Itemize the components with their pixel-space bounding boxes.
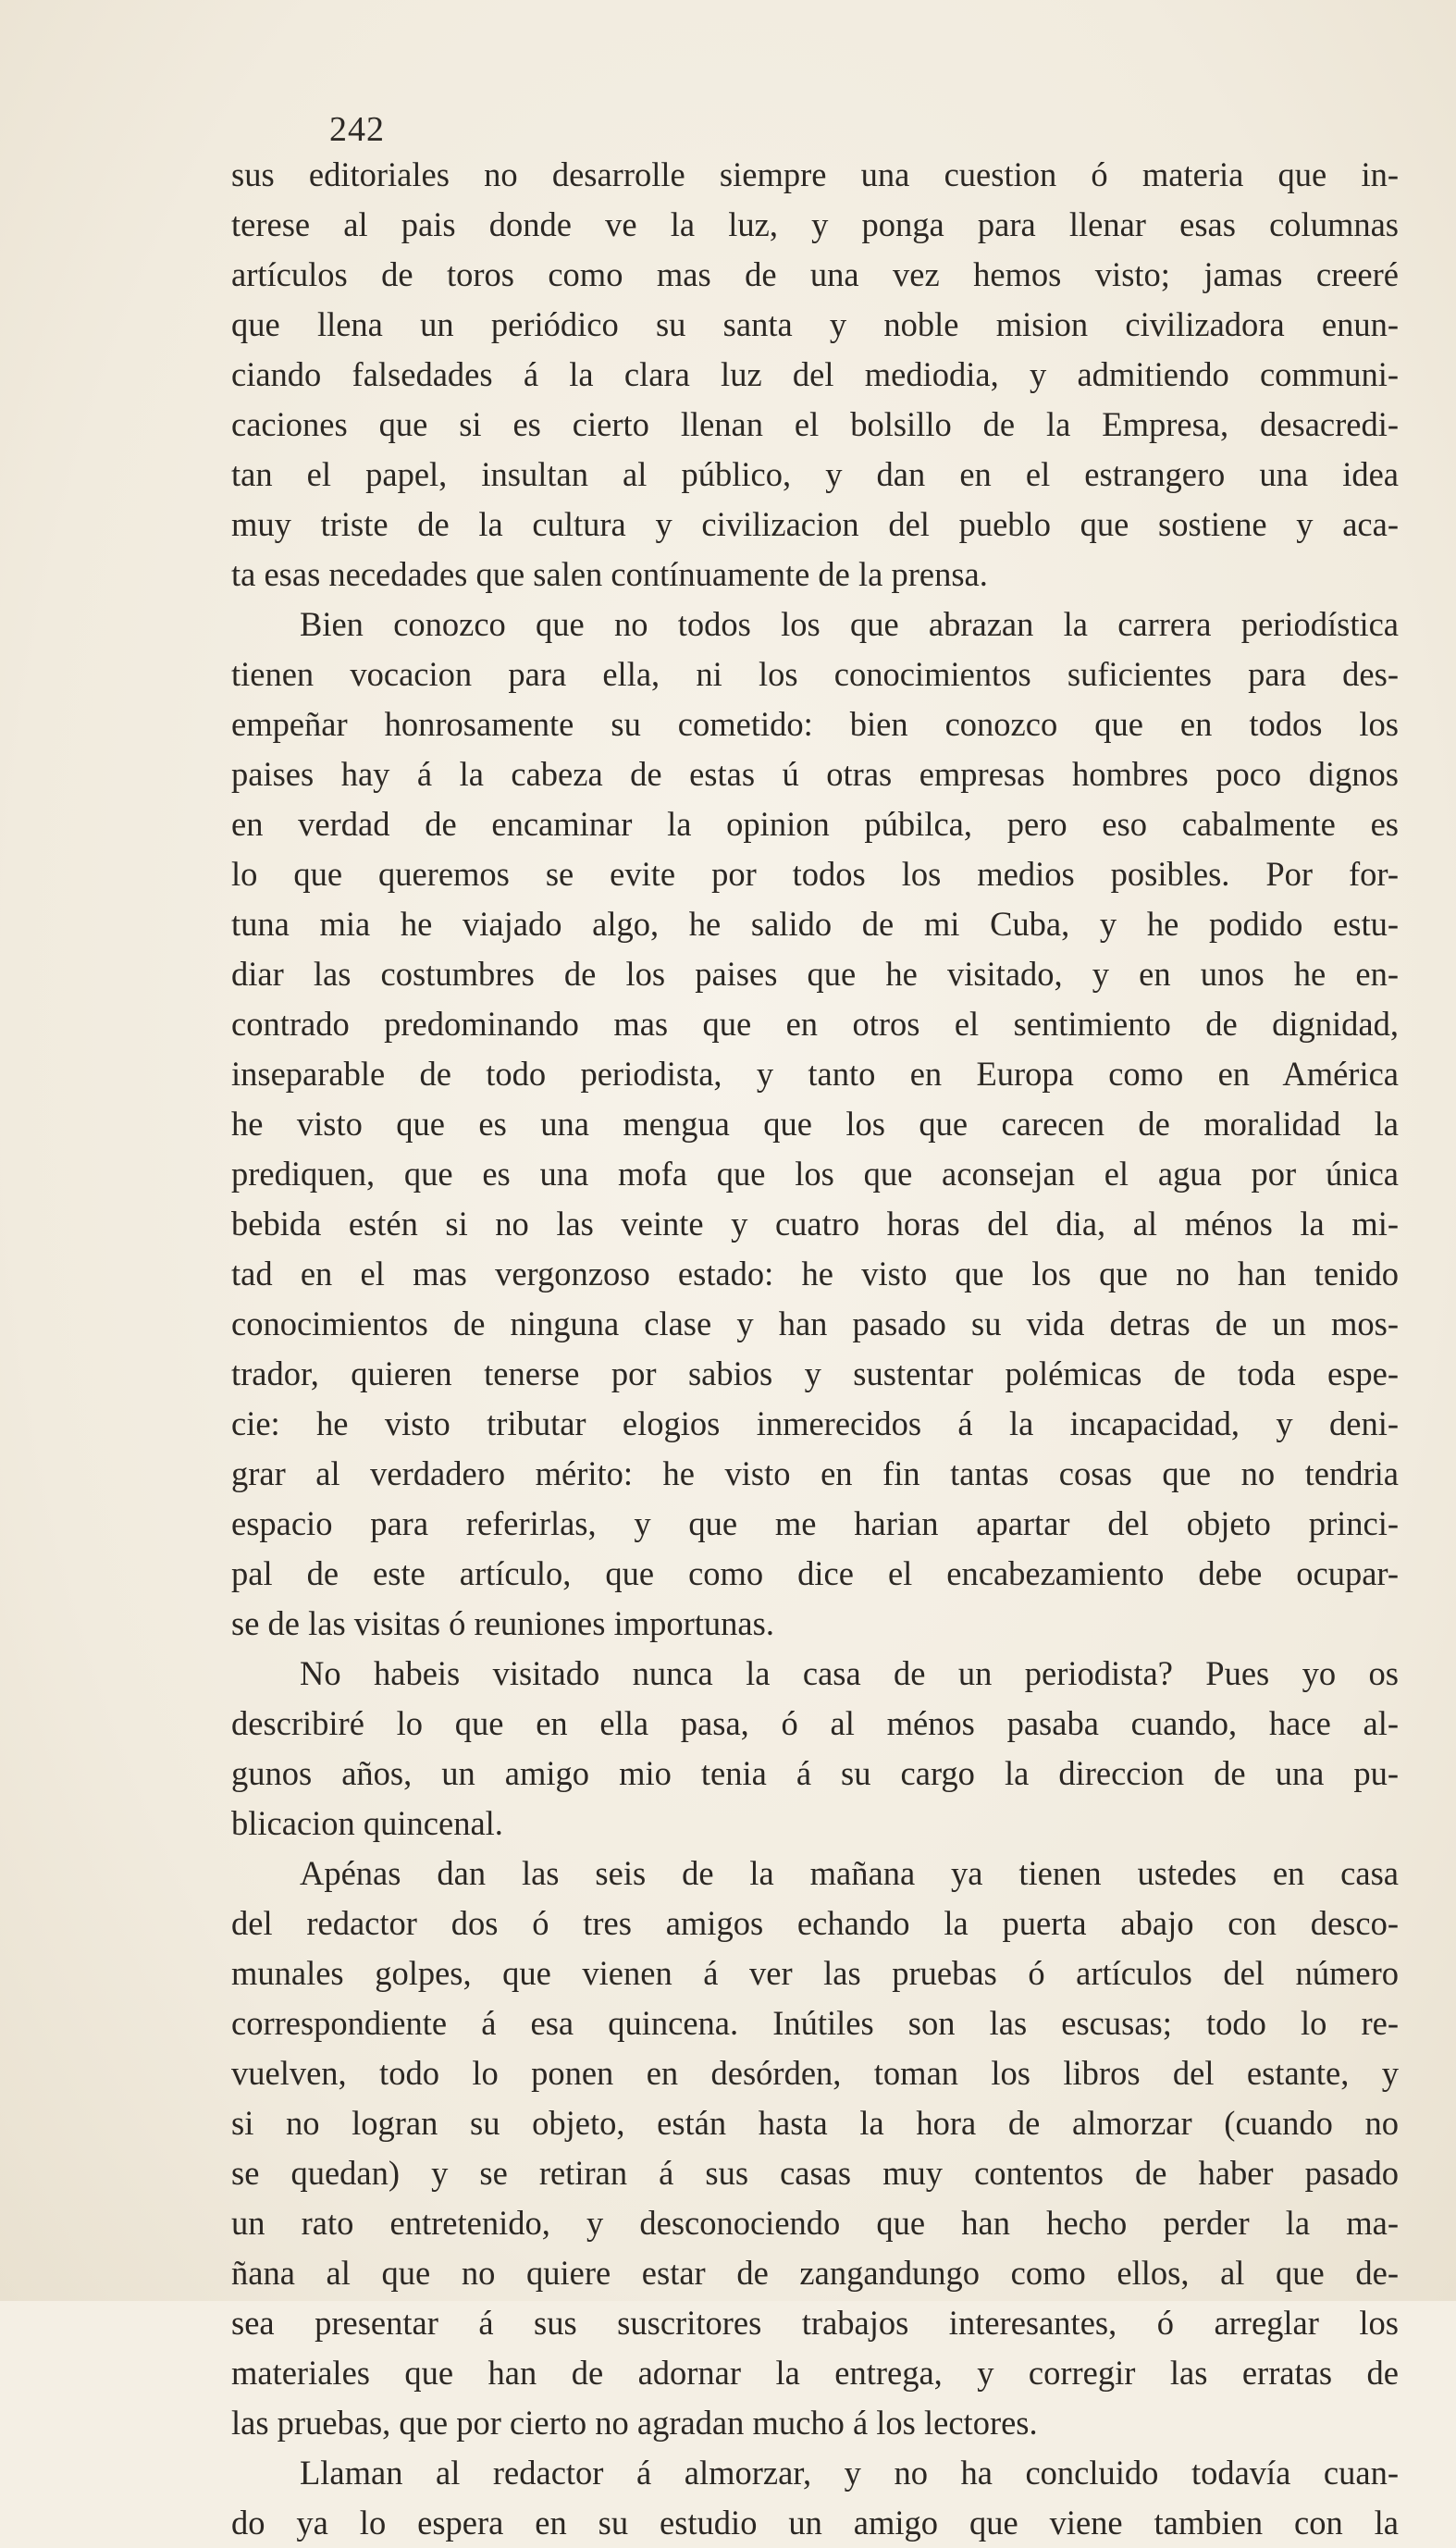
- text-line: diar las costumbres de los paises que he visitado, y en unos he en-: [231, 955, 1399, 993]
- text-line: No habeis visitado nunca la casa de un periodista? Pues yo os: [300, 1654, 1399, 1692]
- text-line: del redactor dos ó tres amigos echando la puerta abajo con desco-: [231, 1904, 1399, 1942]
- text-line: tad en el mas vergonzoso estado: he visto que los que no han tenido: [231, 1255, 1399, 1293]
- text-line: conocimientos de ninguna clase y han pasado su vida detras de un mos-: [231, 1305, 1399, 1342]
- text-line: empeñar honrosamente su cometido: bien conozco que en todos los: [231, 705, 1399, 743]
- page-number: 242: [329, 110, 385, 149]
- text-line: tuna mia he viajado algo, he salido de mi Cuba, y he podido estu-: [231, 905, 1399, 943]
- text-line: tan el papel, insultan al público, y dan en el estrangero una idea: [231, 455, 1399, 493]
- text-line: se de las visitas ó reuniones importunas.: [231, 1604, 774, 1642]
- text-line: caciones que si es cierto llenan el bolsillo de la Empresa, desacredi-: [231, 405, 1399, 443]
- text-line: paises hay á la cabeza de estas ú otras empresas hombres poco dignos: [231, 755, 1399, 793]
- text-line: si no logran su objeto, están hasta la hora de almorzar (cuando no: [231, 2104, 1399, 2142]
- text-line: en verdad de encaminar la opinion púbilca, pero eso cabalmente es: [231, 805, 1399, 843]
- text-line: trador, quieren tenerse por sabios y sustentar polémicas de toda espe-: [231, 1354, 1399, 1392]
- text-line: las pruebas, que por cierto no agradan mucho á los lectores.: [231, 2404, 1038, 2442]
- text-line: ciando falsedades á la clara luz del mediodia, y admitiendo communi-: [231, 355, 1399, 393]
- text-line: bebida estén si no las veinte y cuatro horas del dia, al ménos la mi-: [231, 1205, 1399, 1243]
- text-line: artículos de toros como mas de una vez hemos visto; jamas creeré: [231, 255, 1399, 293]
- text-line: sea presentar á sus suscritores trabajos interesantes, ó arreglar los: [231, 2304, 1399, 2342]
- text-line: cie: he visto tributar elogios inmerecidos á la incapacidad, y deni-: [231, 1404, 1399, 1442]
- text-line: Apénas dan las seis de la mañana ya tienen ustedes en casa: [300, 1854, 1399, 1892]
- text-line: sus editoriales no desarrolle siempre una cuestion ó materia que in-: [231, 155, 1399, 193]
- text-line: Bien conozco que no todos los que abrazan la carrera periodística: [300, 605, 1399, 643]
- text-line: terese al pais donde ve la luz, y ponga para llenar esas columnas: [231, 205, 1399, 243]
- text-line: materiales que han de adornar la entrega, y corregir las erratas de: [231, 2354, 1399, 2392]
- text-line: espacio para referirlas, y que me harian apartar del objeto princi-: [231, 1504, 1399, 1542]
- text-line: pal de este artículo, que como dice el encabezamiento debe ocupar-: [231, 1554, 1399, 1592]
- text-line: ñana al que no quiere estar de zangandungo como ellos, al que de-: [231, 2254, 1399, 2292]
- text-line: muy triste de la cultura y civilizacion del pueblo que sostiene y aca-: [231, 505, 1399, 543]
- text-line: contrado predominando mas que en otros el sentimiento de dignidad,: [231, 1005, 1399, 1043]
- text-line: do ya lo espera en su estudio un amigo que viene tambien con la: [231, 2504, 1399, 2542]
- text-line: grar al verdadero mérito: he visto en fin tantas cosas que no tendria: [231, 1454, 1399, 1492]
- text-line: he visto que es una mengua que los que carecen de moralidad la: [231, 1105, 1399, 1143]
- text-line: lo que queremos se evite por todos los medios posibles. Por for-: [231, 855, 1399, 893]
- text-line: inseparable de todo periodista, y tanto en Europa como en América: [231, 1055, 1399, 1093]
- text-line: prediquen, que es una mofa que los que aconsejan el agua por única: [231, 1155, 1399, 1193]
- text-line: correspondiente á esa quincena. Inútiles son las escusas; todo lo re-: [231, 2004, 1399, 2042]
- text-line: se quedan) y se retiran á sus casas muy contentos de haber pasado: [231, 2154, 1399, 2192]
- text-line: un rato entretenido, y desconociendo que han hecho perder la ma-: [231, 2204, 1399, 2242]
- text-line: gunos años, un amigo mio tenia á su cargo la direccion de una pu-: [231, 1754, 1399, 1792]
- text-line: que llena un periódico su santa y noble mision civilizadora enun-: [231, 305, 1399, 343]
- text-line: ta esas necedades que salen contínuamente de la prensa.: [231, 555, 988, 593]
- text-line: describiré lo que en ella pasa, ó al ménos pasaba cuando, hace al-: [231, 1704, 1399, 1742]
- text-line: Llaman al redactor á almorzar, y no ha concluido todavía cuan-: [300, 2454, 1399, 2492]
- text-line: vuelven, todo lo ponen en desórden, toman los libros del estante, y: [231, 2054, 1399, 2092]
- text-line: munales golpes, que vienen á ver las pruebas ó artículos del número: [231, 1954, 1399, 1992]
- text-line: blicacion quincenal.: [231, 1804, 503, 1842]
- text-line: tienen vocacion para ella, ni los conocimientos suficientes para des-: [231, 655, 1399, 693]
- body-text: [231, 150, 1399, 2548]
